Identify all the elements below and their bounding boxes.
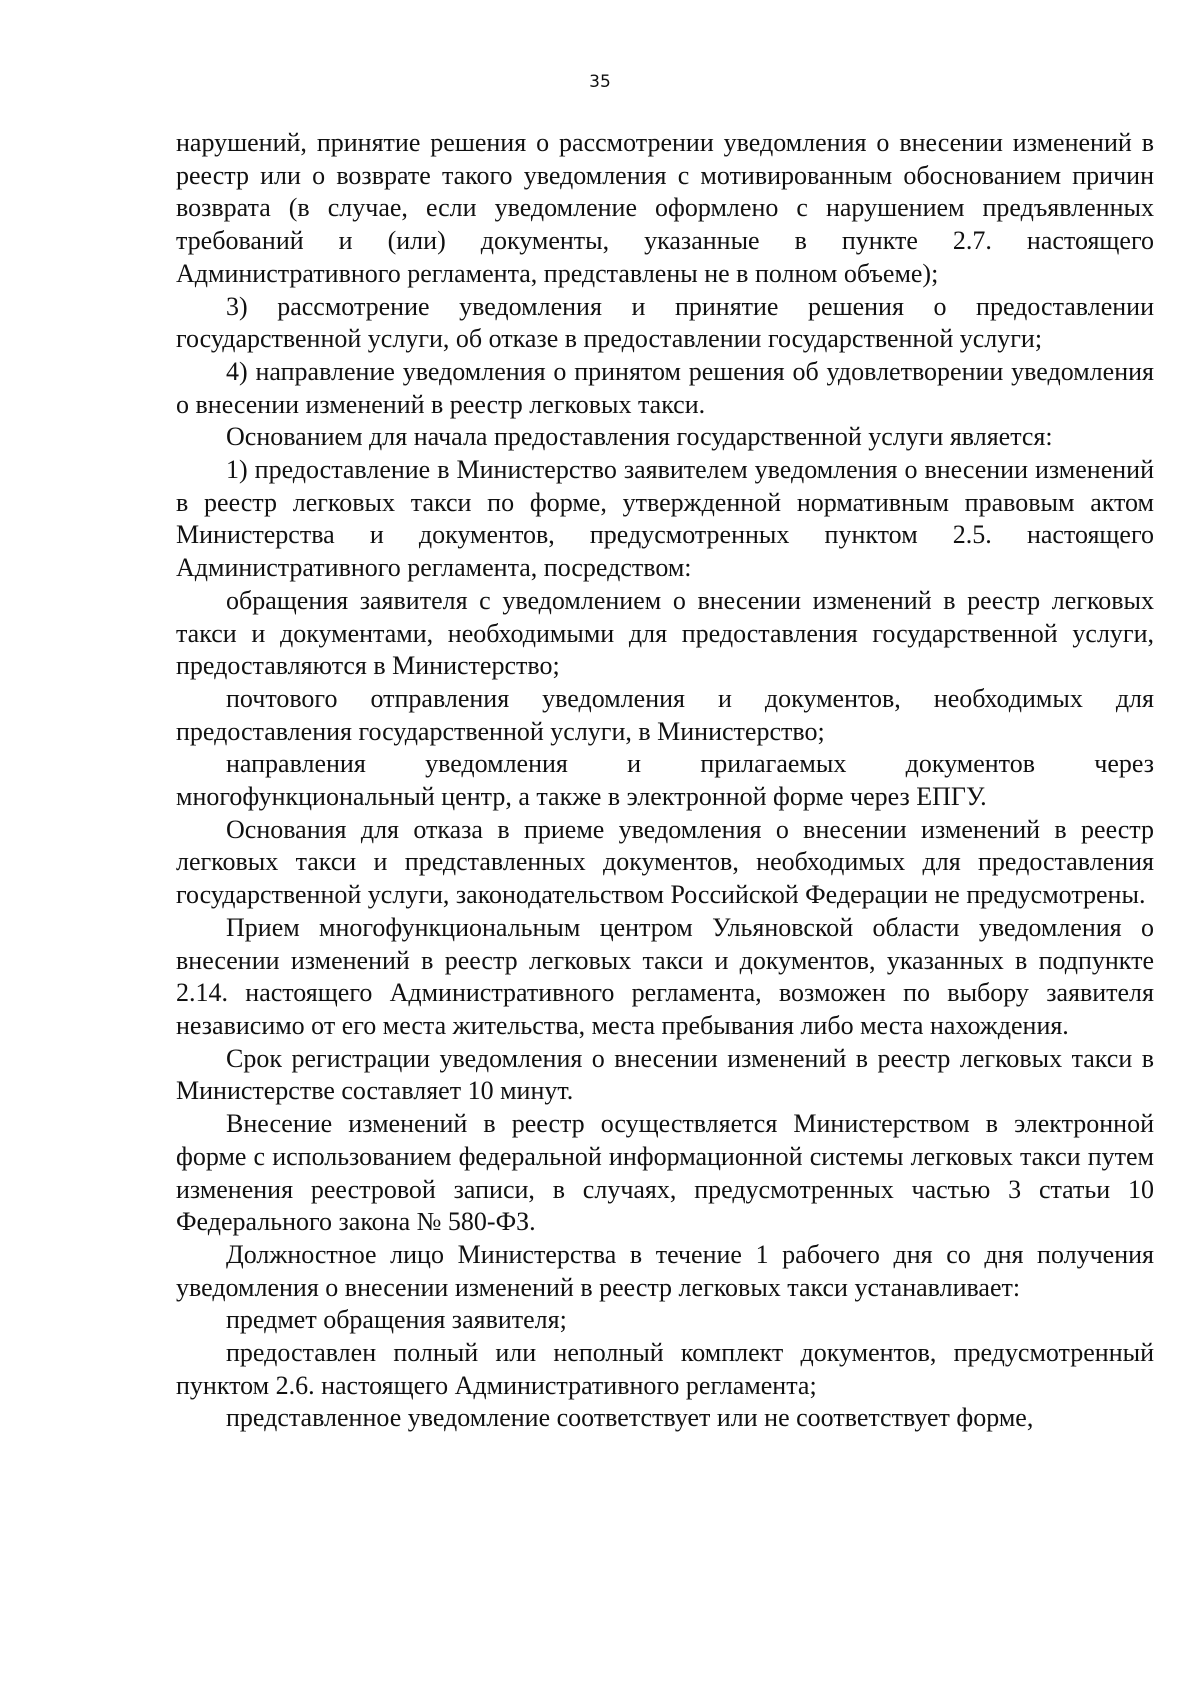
paragraph-subject: предмет обращения заявителя; (226, 1305, 567, 1335)
paragraph-item-4: 4) направление уведомления о принятом решения об удовлетворении уведомления о внесении изменений в реестр легковых такси. (176, 356, 1154, 419)
paragraph-refusal-grounds: Основания для отказа в приеме уведомления о внесении изменений в реестр легковых такси и представленных документов, необходимых для предоставления государственной услуги, законодательством Российской Федерации не предусмотрены. (176, 814, 1154, 910)
paragraph-method-post: почтового отправления уведомления и документов, необходимых для предоставления государственной услуги, в Министерство; (176, 683, 1154, 746)
paragraph-item-3: 3) рассмотрение уведомления и принятие решения о предоставлении государственной услуги, об отказе в предоставлении государственной услуги; (176, 291, 1154, 354)
paragraph-method-mfc: направления уведомления и прилагаемых документов через многофункциональный центр, а также в электронной форме через ЕПГУ. (176, 749, 1154, 812)
paragraph-form-compliance: представленное уведомление соответствует или не соответствует форме, (226, 1403, 1034, 1433)
paragraph-official-establishes: Должностное лицо Министерства в течение 1 рабочего дня со дня получения уведомления о внесении изменений в реестр легковых такси устанавливает: (176, 1239, 1154, 1302)
paragraph-method-applicant: обращения заявителя с уведомлением о внесении изменений в реестр легковых такси и документами, необходимыми для предоставления государственной услуги, предоставляются в Министерство; (176, 585, 1154, 681)
page-number: 35 (589, 72, 611, 92)
document-body (176, 127, 1154, 1435)
paragraph-basis-item-1: 1) предоставление в Министерство заявителем уведомления о внесении изменений в реестр легковых такси по форме, утвержденной нормативным правовым актом Министерства и документов, предусмотренных пунктом 2.5. настоящего Административного регламента, посредством: (176, 455, 1154, 583)
paragraph-documents-set: предоставлен полный или неполный комплект документов, предусмотренный пунктом 2.6. настоящего Административного регламента; (176, 1338, 1154, 1400)
paragraph-basis: Основанием для начала предоставления государственной услуги является: (226, 422, 1053, 452)
paragraph-registration-term: Срок регистрации уведомления о внесении изменений в реестр легковых такси в Министерстве составляет 10 минут. (176, 1043, 1154, 1106)
paragraph-registry-changes: Внесение изменений в реестр осуществляется Министерством в электронной форме с использованием федеральной информационной системы легковых такси путем изменения реестровой записи, в случаях, предусмотренных частью 3 статьи 10 Федерального закона № 580-ФЗ. (176, 1109, 1154, 1237)
paragraph-mfc-reception: Прием многофункциональным центром Ульяновской области уведомления о внесении изменений в реестр легковых такси и документов, указанных в подпункте 2.14. настоящего Административного регламента, возможен по выбору заявителя независимо от его места жительства, места пребывания либо места нахождения. (176, 912, 1154, 1040)
paragraph-continuation: нарушений, принятие решения о рассмотрении уведомления о внесении изменений в реестр или о возврате такого уведомления с мотивированным обоснованием причин возврата (в случае, если уведомление оформлено с нарушением предъявленных требований и (или) документы, указанные в пункте 2.7. настоящего Административного регламента, представлены не в полном объеме); (176, 128, 1154, 288)
